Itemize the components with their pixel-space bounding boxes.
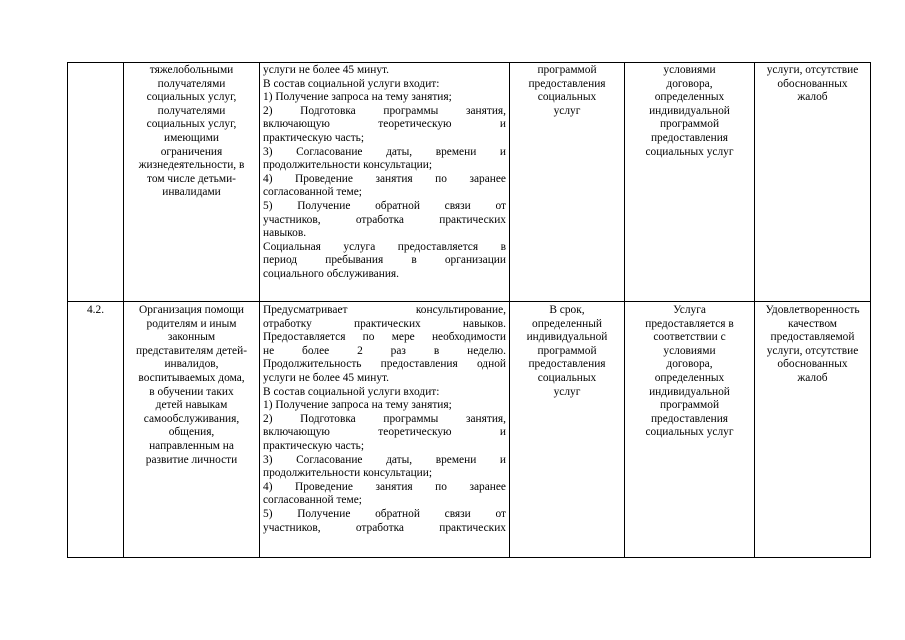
services-table: [67, 62, 871, 558]
description-text-line: 5) Получение обратной связи от: [263, 507, 506, 520]
cell-text-line: социальных услуг: [645, 145, 734, 158]
cell-text-line: предоставления: [528, 358, 606, 371]
cell-text-line: договора,: [666, 358, 713, 371]
description-text-line: В состав социальной услуги входит:: [263, 385, 440, 398]
cell-text-line: программой: [659, 399, 720, 412]
cell-text-line: предоставления: [650, 131, 729, 144]
cell-text-line: самообслуживания,: [143, 412, 240, 425]
cell-text-line: предоставления: [650, 412, 729, 425]
service-term-cell: [510, 302, 625, 558]
description-text-line: 4) Проведение занятия по заранее: [263, 172, 506, 185]
cell-text-line: имеющими: [163, 131, 220, 144]
description-text-line: Продолжительность предоставления одной: [263, 358, 506, 371]
table-row-4-2: [68, 302, 871, 558]
description-text-line: социального обслуживания.: [263, 267, 400, 280]
cell-text-line: услуги, отсутствие: [766, 64, 859, 76]
cell-text-line: воспитываемых дома,: [138, 371, 245, 384]
description-text-line: услуги не более 45 минут.: [263, 64, 390, 76]
service-name-cell: [124, 63, 260, 302]
service-term-cell: [510, 63, 625, 302]
description-text-line: услуги не более 45 минут.: [263, 371, 390, 384]
quality-indicator-cell: [755, 63, 871, 302]
description-text-line: 3) Согласование даты, времени и: [263, 453, 506, 466]
cell-text-line: законным: [167, 331, 216, 344]
cell-text-line: инвалидами: [162, 186, 221, 199]
cell-text-line: обоснованных: [777, 77, 848, 90]
description-text-line: отработку практических навыков.: [263, 317, 506, 330]
cell-text-line: индивидуальной: [526, 331, 608, 344]
cell-text-line: предоставляется в: [645, 317, 734, 330]
service-conditions-cell: [625, 63, 755, 302]
table-row-continuation: [68, 63, 871, 302]
cell-text-line: том числе детьми-: [147, 172, 236, 185]
description-text-line: продолжительности консультации;: [263, 159, 433, 172]
description-text-line: 5) Получение обратной связи от: [263, 199, 506, 212]
description-text-line: Предоставляется по мере необходимости: [263, 331, 506, 344]
cell-text-line: В срок,: [549, 304, 585, 316]
cell-text-line: социальных услуг,: [146, 91, 237, 104]
service-name-cell: [124, 302, 260, 558]
description-text-line: 2) Подготовка программы занятия,: [263, 412, 506, 425]
cell-text-line: направленным на: [149, 439, 234, 452]
description-text-line: практическую часть;: [263, 131, 365, 144]
cell-text-line: договора,: [666, 77, 713, 90]
service-conditions-cell: [625, 302, 755, 558]
cell-text-line: индивидуальной: [649, 385, 730, 398]
cell-text-line: тяжелобольными: [149, 64, 234, 76]
cell-text-line: развитие личности: [145, 453, 238, 466]
description-text-line: период пребывания в организации: [263, 254, 506, 267]
cell-text-line: социальных услуг,: [146, 118, 237, 131]
cell-text-line: в обучении таких: [149, 385, 234, 398]
cell-text-line: представителям детей-: [136, 344, 247, 357]
description-text-line: Социальная услуга предоставляется в: [263, 240, 506, 253]
cell-text-line: определенных: [654, 91, 725, 104]
cell-text-line: обоснованных: [777, 358, 848, 371]
description-text-line: навыков.: [263, 227, 307, 240]
description-text-line: 1) Получение запроса на тему занятия;: [263, 399, 452, 412]
service-description-cell: [260, 302, 510, 558]
cell-text-line: получателями: [157, 104, 226, 117]
cell-text-line: индивидуальной: [649, 104, 730, 117]
cell-text-line: определенных: [654, 371, 725, 384]
description-text-line: согласованной теме;: [263, 494, 362, 507]
description-text-line: 2) Подготовка программы занятия,: [263, 104, 506, 117]
cell-text-line: жалоб: [797, 371, 828, 384]
cell-text-line: общения,: [168, 426, 215, 439]
description-text-line: 1) Получение запроса на тему занятия;: [263, 91, 452, 104]
cell-text-line: условиями: [663, 64, 716, 76]
description-text-line: практическую часть;: [263, 439, 365, 452]
description-text-line: продолжительности консультации;: [263, 467, 433, 480]
cell-text-line: соответствии с: [653, 331, 726, 344]
cell-text-line: детей навыкам: [155, 399, 228, 412]
cell-text-line: социальных: [537, 371, 597, 384]
cell-text-line: услуг: [553, 385, 581, 398]
cell-text-line: социальных: [537, 91, 597, 104]
cell-text-line: получателями: [157, 77, 226, 90]
cell-text-line: определенный: [532, 317, 602, 330]
cell-text-line: предоставляемой: [770, 331, 855, 344]
quality-indicator-cell: [755, 302, 871, 558]
cell-text-line: жизнедеятельности, в: [138, 159, 245, 172]
cell-text-line: социальных услуг: [645, 426, 734, 439]
description-text-line: не более 2 раз в неделю.: [263, 344, 506, 357]
cell-text-line: предоставления: [528, 77, 606, 90]
description-text-line: Предусматривает консультирование,: [263, 304, 506, 316]
service-description-cell: [260, 63, 510, 302]
description-text-line: участников, отработка практических: [263, 521, 506, 534]
cell-text-line: условиями: [663, 344, 716, 357]
row-number-cell: [68, 63, 124, 302]
cell-text-line: качеством: [787, 317, 838, 330]
cell-text-line: родителям и иным: [146, 317, 237, 330]
cell-text-line: инвалидов,: [164, 358, 219, 371]
description-text-line: участников, отработка практических: [263, 213, 506, 226]
cell-text-line: Услуга: [673, 304, 706, 316]
description-text-line: включающую теоретическую и: [263, 118, 506, 131]
description-text-line: 3) Согласование даты, времени и: [263, 145, 506, 158]
description-text-line: 4) Проведение занятия по заранее: [263, 480, 506, 493]
cell-text-line: услуги, отсутствие: [766, 344, 859, 357]
description-text-line: В состав социальной услуги входит:: [263, 77, 440, 90]
row-number-cell: 4.2.: [68, 302, 124, 558]
cell-text-line: программой: [659, 118, 720, 131]
cell-text-line: услуг: [553, 104, 581, 117]
cell-text-line: ограничения: [160, 145, 223, 158]
cell-text-line: программой: [537, 344, 597, 357]
description-text-line: включающую теоретическую и: [263, 426, 506, 439]
cell-text-line: Организация помощи: [138, 304, 245, 316]
cell-text-line: программой: [537, 64, 597, 76]
cell-text-line: жалоб: [797, 91, 828, 104]
description-text-line: согласованной теме;: [263, 186, 362, 199]
cell-text-line: Удовлетворенность: [765, 304, 860, 316]
